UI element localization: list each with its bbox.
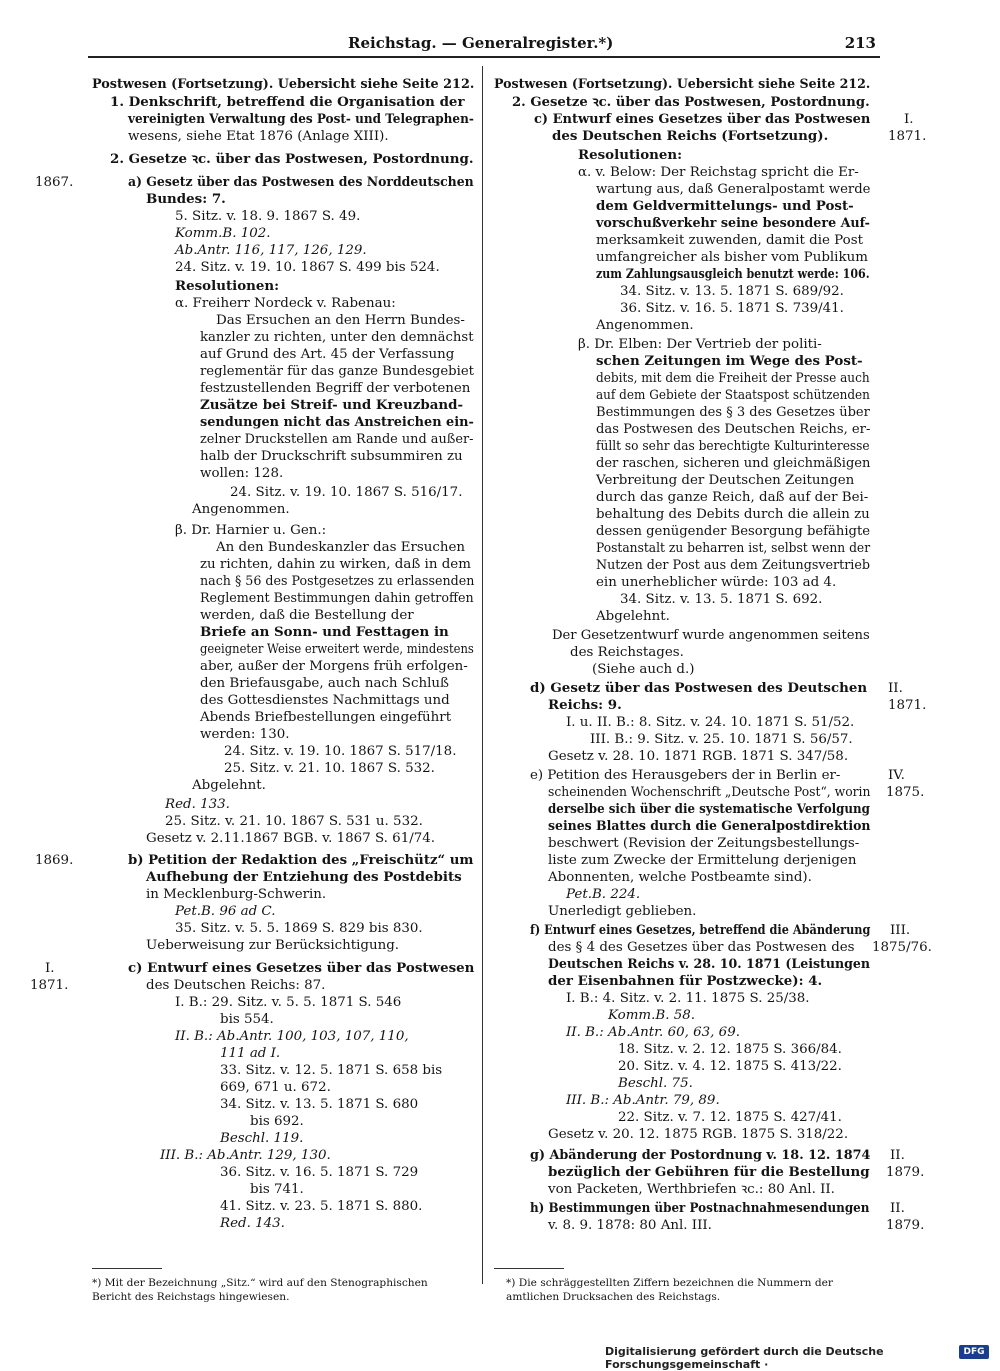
- footnote-line: *) Mit der Bezeichnung „Sitz.“ wird auf den Stenographischen: [92, 1277, 428, 1289]
- entry-line: 24. Sitz. v. 19. 10. 1867 S. 516/17.: [230, 485, 463, 500]
- entry-line: Ueberweisung zur Berücksichtigung.: [146, 938, 400, 953]
- entry-line: liste zum Zwecke der Ermittelung derjenigen: [548, 853, 857, 868]
- entry-line: β. Dr. Elben: Der Vertrieb der politi-: [578, 337, 822, 352]
- entry-line: Unerledigt geblieben.: [548, 904, 697, 919]
- entry-line: 34. Sitz. v. 13. 5. 1871 S. 689/92.: [620, 284, 844, 299]
- entry-line: debits, mit dem die Freiheit der Presse auch: [596, 371, 870, 386]
- entry-line: d) Gesetz über das Postwesen des Deutschen: [530, 680, 868, 696]
- entry-line: 111 ad I.: [220, 1046, 281, 1061]
- entry-line: I. B.: 4. Sitz. v. 2. 11. 1875 S. 25/38.: [566, 991, 810, 1006]
- entry-line: Angenommen.: [596, 318, 694, 333]
- entry-line: füllt so sehr das berechtigte Kulturinteresse: [596, 439, 870, 454]
- entry-line: Briefe an Sonn- und Festtagen in: [200, 624, 449, 640]
- margin-year: 1871.: [30, 978, 69, 993]
- entry-line: Red. 143.: [220, 1216, 285, 1231]
- entry-line: dessen genügender Besorgung befähigte: [596, 524, 871, 539]
- running-header: [88, 30, 878, 56]
- entry-line: f) Entwurf eines Gesetzes, betreffend die Abänderung: [530, 922, 871, 938]
- margin-period: II.: [890, 1148, 905, 1163]
- entry-line: werden: 130.: [200, 727, 290, 742]
- entry-line: wesens, siehe Etat 1876 (Anlage XIII).: [128, 129, 389, 144]
- entry-line: das Postwesen des Deutschen Reichs, er-: [596, 422, 871, 437]
- entry-line: 33. Sitz. v. 12. 5. 1871 S. 658 bis: [220, 1063, 443, 1078]
- footnote-rule: [92, 1268, 162, 1269]
- entry-line: festzustellenden Begriff der verbotenen: [200, 381, 471, 396]
- entry-line: II. B.: Ab.Antr. 100, 103, 107, 110,: [175, 1029, 409, 1044]
- entry-line: 41. Sitz. v. 23. 5. 1871 S. 880.: [220, 1199, 423, 1214]
- entry-line: (Siehe auch d.): [592, 662, 695, 677]
- footnote-line: *) Die schräggestellten Ziffern bezeichnen die Nummern der: [506, 1277, 833, 1289]
- footnote-line: Bericht des Reichstags hingewiesen.: [92, 1291, 290, 1303]
- entry-line: Gesetz v. 2.11.1867 BGB. v. 1867 S. 61/74.: [146, 831, 436, 846]
- entry-line: Pet.B. 224.: [566, 887, 641, 902]
- margin-year: 1867.: [35, 175, 74, 190]
- entry-line: 2. Gesetze ꝛc. über das Postwesen, Postordnung.: [110, 151, 474, 167]
- entry-line: c) Entwurf eines Gesetzes über das Postwesen: [128, 960, 475, 976]
- entry-line: 36. Sitz. v. 16. 5. 1871 S. 729: [220, 1165, 419, 1180]
- entry-line: zelner Druckstellen am Rande und außer-: [200, 432, 474, 447]
- entry-line: werden, daß die Bestellung der: [200, 608, 414, 623]
- entry-line: bis 554.: [220, 1012, 274, 1027]
- margin-period: I.: [45, 961, 55, 976]
- entry-line: Angenommen.: [192, 502, 290, 517]
- digitization-footer: [605, 1345, 995, 1371]
- entry-line: Bestimmungen des § 3 des Gesetzes über: [596, 405, 870, 420]
- entry-line: nach § 56 des Postgesetzes zu erlassenden: [200, 574, 475, 589]
- entry-line: der raschen, sicheren und gleichmäßigen: [596, 456, 871, 471]
- footer-text: Digitalisierung gefördert durch die Deutsche Forschungsgemeinschaft ·: [605, 1345, 884, 1371]
- entry-line: c) Entwurf eines Gesetzes über das Postwesen: [534, 111, 871, 127]
- entry-line: des § 4 des Gesetzes über das Postwesen des: [548, 940, 855, 955]
- header-rule: [88, 56, 880, 58]
- entry-line: 1. Denkschrift, betreffend die Organisation der: [110, 94, 465, 110]
- entry-line: bis 692.: [250, 1114, 304, 1129]
- entry-line: Aufhebung der Entziehung des Postdebits: [146, 869, 462, 885]
- entry-line: I. u. II. B.: 8. Sitz. v. 24. 10. 1871 S. 51/52.: [566, 715, 855, 730]
- entry-line: 25. Sitz. v. 21. 10. 1867 S. 531 u. 532.: [165, 814, 423, 829]
- entry-line: Beschl. 75.: [618, 1076, 693, 1091]
- entry-line: des Gottesdienstes Nachmittags und: [200, 693, 450, 708]
- entry-line: α. Freiherr Nordeck v. Rabenau:: [175, 296, 396, 311]
- margin-period: III.: [890, 923, 911, 938]
- entry-line: b) Petition der Redaktion des „Freischütz“ um: [128, 852, 474, 868]
- entry-line: vorschußverkehr seine besondere Auf-: [596, 215, 870, 231]
- entry-line: wartung aus, daß Generalpostamt werde: [596, 182, 871, 197]
- entry-line: zum Zahlungsausgleich benutzt werde: 106.: [596, 266, 870, 282]
- entry-line: Abgelehnt.: [596, 609, 670, 624]
- entry-line: 20. Sitz. v. 4. 12. 1875 S. 413/22.: [618, 1059, 842, 1074]
- entry-line: Komm.B. 102.: [175, 226, 271, 241]
- margin-year: 1875/76.: [872, 940, 932, 955]
- entry-line: Abonnenten, welche Postbeamte sind).: [548, 870, 812, 885]
- entry-line: des Deutschen Reichs: 87.: [146, 978, 326, 993]
- entry-line: halb der Druckschrift subsummiren zu: [200, 449, 463, 464]
- entry-line: des Reichstages.: [570, 645, 684, 660]
- entry-line: h) Bestimmungen über Postnachnahmesendungen: [530, 1200, 870, 1216]
- entry-line: v. 8. 9. 1878: 80 Anl. III.: [548, 1218, 712, 1233]
- entry-line: Verbreitung der Deutschen Zeitungen: [596, 473, 855, 488]
- column-divider: [482, 66, 483, 1284]
- entry-line: Red. 133.: [165, 797, 230, 812]
- entry-line: 669, 671 u. 672.: [220, 1080, 331, 1095]
- entry-line: Abends Briefbestellungen eingeführt: [200, 710, 452, 725]
- entry-line: e) Petition des Herausgebers der in Berlin er-: [530, 768, 841, 783]
- entry-line: Pet.B. 96 ad C.: [175, 904, 276, 919]
- entry-line: Zusätze bei Streif- und Kreuzband-: [200, 397, 464, 413]
- footnote-rule: [494, 1268, 564, 1269]
- margin-year: 1879.: [886, 1165, 925, 1180]
- entry-line: β. Dr. Harnier u. Gen.:: [175, 523, 327, 538]
- entry-line: Postanstalt zu beharren ist, selbst wenn der: [596, 541, 871, 556]
- entry-line: scheinenden Wochenschrift „Deutsche Post“, worin: [548, 785, 871, 800]
- entry-line: III. B.: Ab.Antr. 79, 89.: [566, 1093, 720, 1108]
- entry-line: dem Geldvermittelungs- und Post-: [596, 198, 854, 214]
- entry-line: 2. Gesetze ꝛc. über das Postwesen, Postordnung.: [512, 94, 870, 110]
- entry-line: schen Zeitungen im Wege des Post-: [596, 353, 863, 369]
- section-heading: Postwesen (Fortsetzung). Uebersicht siehe Seite 212.: [92, 76, 475, 92]
- header-title: Reichstag. — Generalregister.*): [348, 34, 614, 52]
- entry-line: An den Bundeskanzler das Ersuchen: [216, 540, 466, 555]
- entry-line: 36. Sitz. v. 16. 5. 1871 S. 739/41.: [620, 301, 844, 316]
- entry-line: 18. Sitz. v. 2. 12. 1875 S. 366/84.: [618, 1042, 842, 1057]
- entry-line: Reichs: 9.: [548, 697, 622, 713]
- entry-line: 34. Sitz. v. 13. 5. 1871 S. 692.: [620, 592, 823, 607]
- entry-line: zu richten, dahin zu wirken, daß in dem: [200, 557, 471, 572]
- entry-line: auf Grund des Art. 45 der Verfassung: [200, 347, 455, 362]
- margin-year: 1879.: [886, 1218, 925, 1233]
- entry-line: 24. Sitz. v. 19. 10. 1867 S. 517/18.: [224, 744, 457, 759]
- entry-line: beschwert (Revision der Zeitungsbestellungs-: [548, 836, 860, 851]
- entry-line: der Eisenbahnen für Postzwecke): 4.: [548, 973, 823, 989]
- margin-period: II.: [890, 1201, 905, 1216]
- entry-line: 34. Sitz. v. 13. 5. 1871 S. 680: [220, 1097, 419, 1112]
- margin-period: IV.: [888, 768, 905, 783]
- entry-line: Resolutionen:: [578, 147, 683, 163]
- entry-line: α. v. Below: Der Reichstag spricht die Er-: [578, 165, 859, 180]
- entry-line: in Mecklenburg-Schwerin.: [146, 887, 327, 902]
- entry-line: Der Gesetzentwurf wurde angenommen seitens: [552, 628, 870, 643]
- entry-line: a) Gesetz über das Postwesen des Norddeutschen: [128, 174, 474, 190]
- entry-line: durch das ganze Reich, daß auf der Bei-: [596, 490, 869, 505]
- entry-line: Gesetz v. 20. 12. 1875 RGB. 1875 S. 318/22.: [548, 1127, 849, 1142]
- entry-line: sendungen nicht das Anstreichen ein-: [200, 414, 474, 430]
- entry-line: bis 741.: [250, 1182, 304, 1197]
- dfg-logo-icon: DFG: [959, 1345, 989, 1359]
- entry-line: III. B.: 9. Sitz. v. 25. 10. 1871 S. 56/57.: [590, 732, 853, 747]
- entry-line: ein unerheblicher würde: 103 ad 4.: [596, 575, 837, 590]
- entry-line: auf dem Gebiete der Staatspost schützenden: [596, 388, 870, 403]
- entry-line: Bundes: 7.: [146, 191, 226, 207]
- entry-line: wollen: 128.: [200, 466, 284, 481]
- margin-year: 1871.: [888, 698, 927, 713]
- footnote-line: amtlichen Drucksachen des Reichstags.: [506, 1291, 721, 1303]
- entry-line: reglementär für das ganze Bundesgebiet: [200, 364, 474, 379]
- entry-line: Ab.Antr. 116, 117, 126, 129.: [175, 243, 367, 258]
- entry-line: Reglement Bestimmungen dahin getroffen: [200, 591, 474, 606]
- entry-line: Abgelehnt.: [192, 778, 266, 793]
- entry-line: kanzler zu richten, unter den demnächst: [200, 330, 474, 345]
- entry-line: 22. Sitz. v. 7. 12. 1875 S. 427/41.: [618, 1110, 842, 1125]
- margin-period: I.: [904, 112, 914, 127]
- section-heading: Postwesen (Fortsetzung). Uebersicht siehe Seite 212.: [494, 76, 871, 92]
- entry-line: I. B.: 29. Sitz. v. 5. 5. 1871 S. 546: [175, 995, 402, 1010]
- entry-line: II. B.: Ab.Antr. 60, 63, 69.: [566, 1025, 740, 1040]
- entry-line: den Briefausgabe, auch nach Schluß: [200, 676, 449, 691]
- entry-line: Deutschen Reichs v. 28. 10. 1871 (Leistungen: [548, 956, 871, 972]
- entry-line: 35. Sitz. v. 5. 5. 1869 S. 829 bis 830.: [175, 921, 423, 936]
- entry-line: Komm.B. 58.: [608, 1008, 696, 1023]
- entry-line: Beschl. 119.: [220, 1131, 304, 1146]
- margin-period: II.: [888, 681, 903, 696]
- page-number: 213: [844, 34, 876, 52]
- entry-line: 24. Sitz. v. 19. 10. 1867 S. 499 bis 524.: [175, 260, 440, 275]
- entry-line: vereinigten Verwaltung des Post- und Telegraphen-: [128, 111, 474, 127]
- entry-line: Nutzen der Post aus dem Zeitungsvertrieb: [596, 558, 870, 573]
- entry-line: merksamkeit zuwenden, damit die Post: [596, 233, 863, 248]
- margin-year: 1871.: [888, 129, 927, 144]
- entry-line: Das Ersuchen an den Herrn Bundes-: [216, 313, 465, 328]
- margin-year: 1869.: [35, 853, 74, 868]
- entry-line: 25. Sitz. v. 21. 10. 1867 S. 532.: [224, 761, 435, 776]
- entry-line: umfangreicher als bisher vom Publikum: [596, 250, 868, 265]
- entry-line: Gesetz v. 28. 10. 1871 RGB. 1871 S. 347/58.: [548, 749, 849, 764]
- entry-line: von Packeten, Werthbriefen ꝛc.: 80 Anl. II.: [548, 1182, 835, 1197]
- entry-line: derselbe sich über die systematische Verfolgung: [548, 801, 870, 817]
- entry-line: III. B.: Ab.Antr. 129, 130.: [160, 1148, 331, 1163]
- entry-line: aber, außer der Morgens früh erfolgen-: [200, 659, 468, 674]
- margin-year: 1875.: [886, 785, 925, 800]
- entry-line: des Deutschen Reichs (Fortsetzung).: [552, 128, 829, 144]
- entry-line: geeigneter Weise erweitert werde, mindestens: [200, 642, 474, 657]
- entry-line: Resolutionen:: [175, 278, 280, 294]
- entry-line: g) Abänderung der Postordnung v. 18. 12. 1874: [530, 1147, 871, 1163]
- entry-line: behaltung des Debits durch die allein zu: [596, 507, 870, 522]
- entry-line: bezüglich der Gebühren für die Bestellung: [548, 1164, 870, 1180]
- entry-line: seines Blattes durch die Generalpostdirektion: [548, 818, 871, 834]
- entry-line: 5. Sitz. v. 18. 9. 1867 S. 49.: [175, 209, 361, 224]
